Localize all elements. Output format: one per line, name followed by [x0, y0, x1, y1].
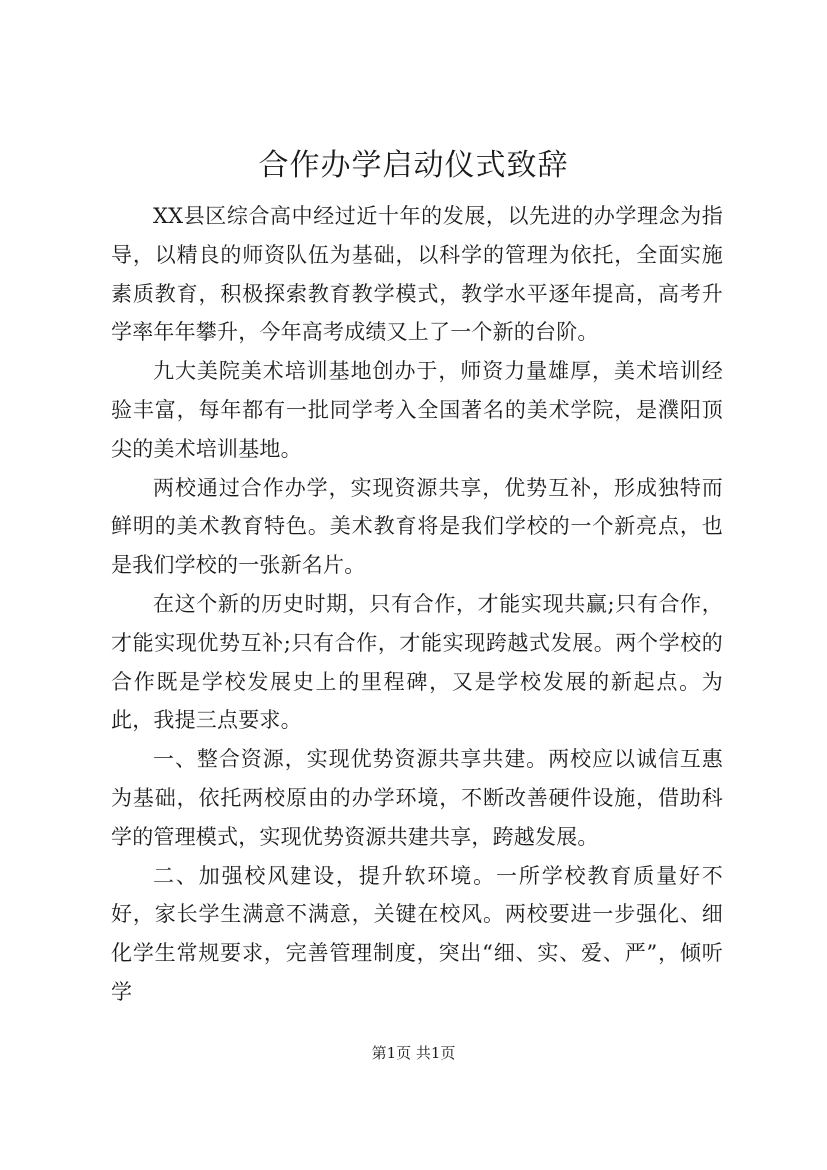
page-number-label: 第1页 共1页	[371, 1044, 456, 1062]
document-title: 合作办学启动仪式致辞	[258, 148, 569, 183]
paragraph: 两校通过合作办学，实现资源共享，优势互补，形成独特而鲜明的美术教育特色。美术教育将是我们学校的一个新亮点，也是我们学校的一张新名片。	[111, 475, 723, 578]
page-footer	[0, 1043, 827, 1063]
paragraph: XX县区综合高中经过近十年的发展，以先进的办学理念为指导，以精良的师资队伍为基础，以科学的管理为依托，全面实施素质教育，积极探索教育教学模式，教学水平逐年提高，高考升学率年年攀升，今年高考成绩又上了一个新的台阶。	[111, 204, 723, 345]
paragraph: 一、整合资源，实现优势资源共享共建。两校应以诚信互惠为基础，依托两校原由的办学环境，不断改善硬件设施，借助科学的管理模式，实现优势资源共建共享，跨越发展。	[111, 747, 723, 849]
paragraph: 九大美院美术培训基地创办于，师资力量雄厚，美术培训经验丰富，每年都有一批同学考入全国著名的美术学院，是濮阳顶尖的美术培训基地。	[111, 359, 723, 461]
paragraph: 在这个新的历史时期，只有合作，才能实现共赢;只有合作，才能实现优势互补;只有合作，才能实现跨越式发展。两个学校的合作既是学校发展史上的里程碑，又是学校发展的新起点。为此，我提三点要求。	[111, 591, 723, 733]
paragraph: 二、加强校风建设，提升软环境。一所学校教育质量好不好，家长学生满意不满意，关键在校风。两校要进一步强化、细化学生常规要求，完善管理制度，突出“细、实、爱、严”，倾听学	[111, 863, 723, 1004]
document-body	[111, 197, 723, 1012]
